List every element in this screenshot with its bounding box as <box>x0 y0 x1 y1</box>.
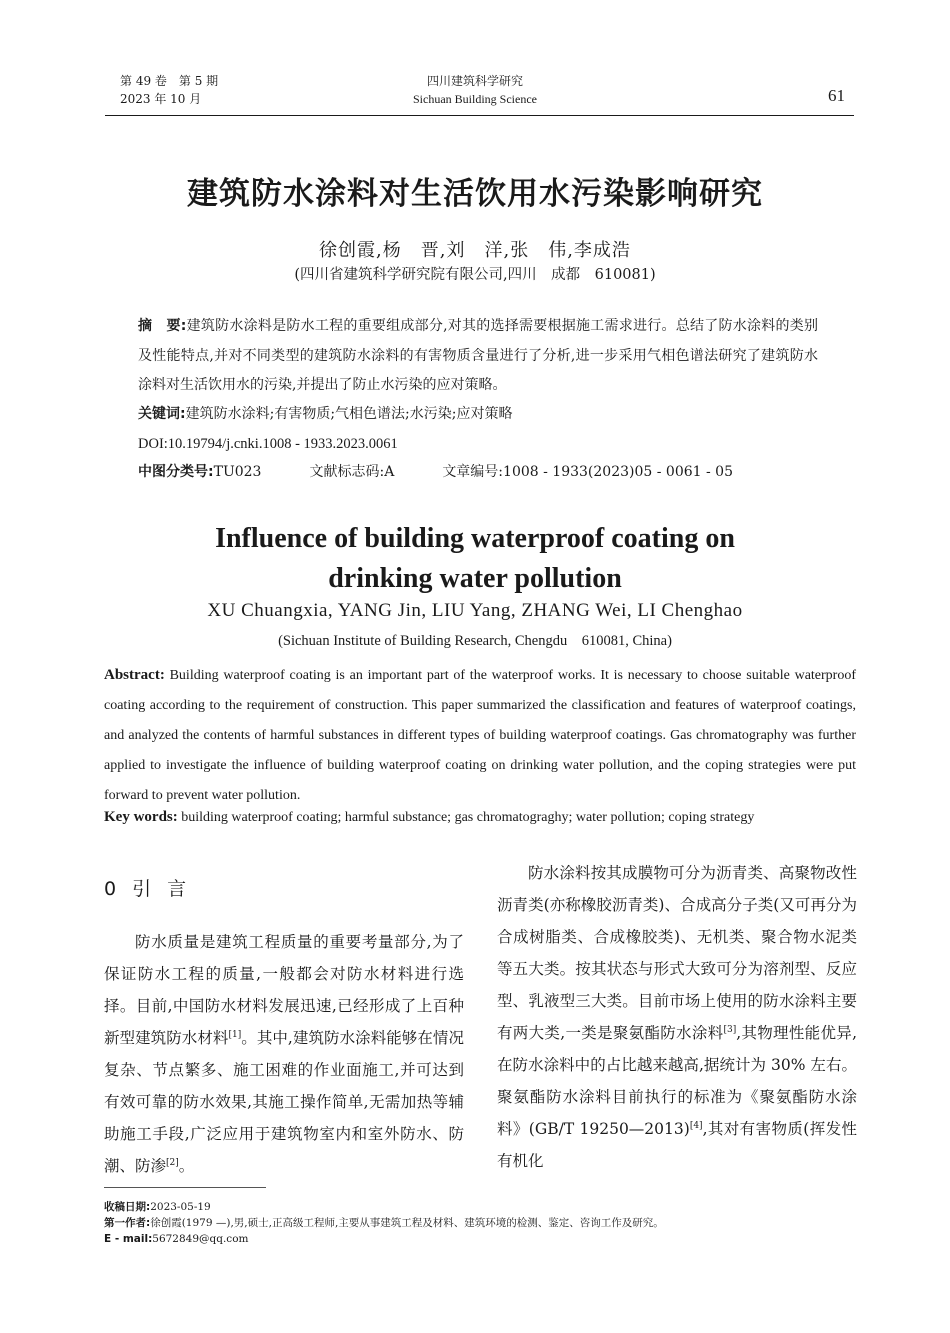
paragraph-text: 防水涂料按其成膜物可分为沥青类、高聚物改性沥青类(亦称橡胶沥青类)、合成高分子类(又可再分为合成树脂类、合成橡胶类)、无机类、聚合物水泥类等五大类。按其状态与形式大致可分为溶剂型、反应型、乳液型三大类。目前市场上使用的防水涂料主要有两大类,一类是聚氨酯防水涂料 <box>497 864 857 1042</box>
authors-en: XU Chuangxia, YANG Jin, LIU Yang, ZHANG Wei, LI Chenghao <box>207 600 743 621</box>
abstract-cn-label: 摘 要: <box>138 318 187 334</box>
email-value: 5672849@qq.com <box>152 1233 249 1245</box>
citation: [2] <box>166 1157 179 1168</box>
body-column-right <box>497 857 857 1177</box>
page-number: 61 <box>828 86 845 105</box>
journal-name-cn: 四川建筑科学研究 <box>426 74 523 88</box>
paragraph-text: 。 <box>178 1157 195 1175</box>
first-author-label: 第一作者: <box>104 1217 151 1229</box>
doi: DOI:10.19794/j.cnki.1008 - 1933.2023.0061 <box>138 436 398 452</box>
doc-code-value: A <box>384 464 395 480</box>
abstract-en <box>104 660 856 811</box>
keywords-cn-text: 建筑防水涂料;有害物质;气相色谱法;水污染;应对策略 <box>185 406 513 422</box>
paragraph-text: ,其物理性能优异,在防水涂料中的占比越来越高,据统计为 30% 左右。聚氨酯防水涂料目前执行的标准为《聚氨酯防水涂料》(GB/T 19250—2013) <box>497 1024 857 1138</box>
section-heading <box>104 874 202 901</box>
volume-issue: 第 49 卷 第 5 期 <box>120 74 219 88</box>
header-rule <box>105 115 854 116</box>
abstract-cn <box>138 312 818 401</box>
authors-cn: 徐创霞,杨 晋,刘 洋,张 伟,李成浩 <box>319 240 631 261</box>
footnote-rule <box>104 1187 266 1188</box>
issue-date: 2023 年 10 月 <box>120 92 202 106</box>
keywords-en-text: building waterproof coating; harmful substance; gas chromatograghy; water pollution; coping strategy <box>177 810 755 825</box>
paragraph <box>104 926 464 1182</box>
citation: [4] <box>689 1120 703 1131</box>
section-title: 引言 <box>132 878 203 900</box>
email-label: E - mail: <box>104 1233 153 1245</box>
keywords-cn-label: 关键词: <box>138 406 186 422</box>
footnote-received <box>104 1199 864 1215</box>
first-author-value: 徐创霞(1979 —),男,硕士,正高级工程师,主要从事建筑工程及材料、建筑环境的检测、鉴定、咨询工作及研究。 <box>150 1217 664 1229</box>
classification-line <box>138 458 818 488</box>
affiliation-en: (Sichuan Institute of Building Research, Chengdu 610081, China) <box>278 633 672 649</box>
footnote-first-author <box>104 1215 864 1231</box>
citation: [1] <box>228 1029 242 1040</box>
article-no-value: 1008 - 1933(2023)05 - 0061 - 05 <box>503 464 733 480</box>
keywords-cn <box>138 400 818 430</box>
abstract-cn-text: 建筑防水涂料是防水工程的重要组成部分,对其的选择需要根据施工需求进行。总结了防水涂料的类别及性能特点,并对不同类型的建筑防水涂料的有害物质含量进行了分析,进一步采用气相色谱法研究了建筑防水涂料对生活饮用水的污染,并提出了防止水污染的应对策略。 <box>138 318 818 393</box>
paragraph-text: ,其对有害物质(挥发性有机化 <box>497 1120 858 1170</box>
paper-title-en-line2: drinking water pollution <box>328 563 622 594</box>
received-value: 2023-05-19 <box>150 1201 211 1213</box>
paragraph-text: 防水质量是建筑工程质量的重要考量部分,为了保证防水工程的质量,一般都会对防水材料进行选择。目前,中国防水材料发展迅速,已经形成了上百种新型建筑防水材料 <box>104 933 464 1047</box>
doc-code-label: 文献标志码: <box>309 464 385 480</box>
paragraph-text: 。其中,建筑防水涂料能够在情况复杂、节点繁多、施工困难的作业面施工,并可达到有效可靠的防水效果,其施工操作简单,无需加热等辅助施工手段,广泛应用于建筑物室内和室外防水、防潮、防渗 <box>104 1029 464 1175</box>
footnote-email <box>104 1231 864 1247</box>
paragraph <box>497 857 857 1177</box>
keywords-en <box>104 809 856 826</box>
received-label: 收稿日期: <box>104 1201 151 1213</box>
affiliation-cn: (四川省建筑科学研究院有限公司,四川 成都 610081) <box>294 267 656 283</box>
clc-label: 中图分类号: <box>138 464 214 480</box>
abstract-en-label: Abstract: <box>104 667 165 683</box>
abstract-en-text: Building waterproof coating is an important part of the waterproof works. It is necessary to choose suitable waterproof coating according to the requirement of construction. This paper summarized the classification and features of waterproof coatings, and analyzed the contents of harmful substances in different types of building waterproof coatings. Gas chromatography was further applied to investigate the influence of building waterproof coating on drinking water pollution, and the coping strategies were put forward to prevent water pollution. <box>104 668 856 803</box>
paper-title-cn: 建筑防水涂料对生活饮用水污染影响研究 <box>187 176 763 212</box>
citation: [3] <box>723 1024 737 1035</box>
body-column-left <box>104 926 464 1182</box>
running-header-journal <box>0 72 950 108</box>
section-number: 0 <box>104 878 119 900</box>
clc-value: TU023 <box>213 464 262 480</box>
paper-title-en-line1: Influence of building waterproof coating on <box>215 523 735 554</box>
keywords-en-label: Key words: <box>104 809 178 825</box>
paper-title-en <box>0 519 950 599</box>
article-no-label: 文章编号: <box>442 464 504 480</box>
journal-name-en: Sichuan Building Science <box>413 92 537 106</box>
